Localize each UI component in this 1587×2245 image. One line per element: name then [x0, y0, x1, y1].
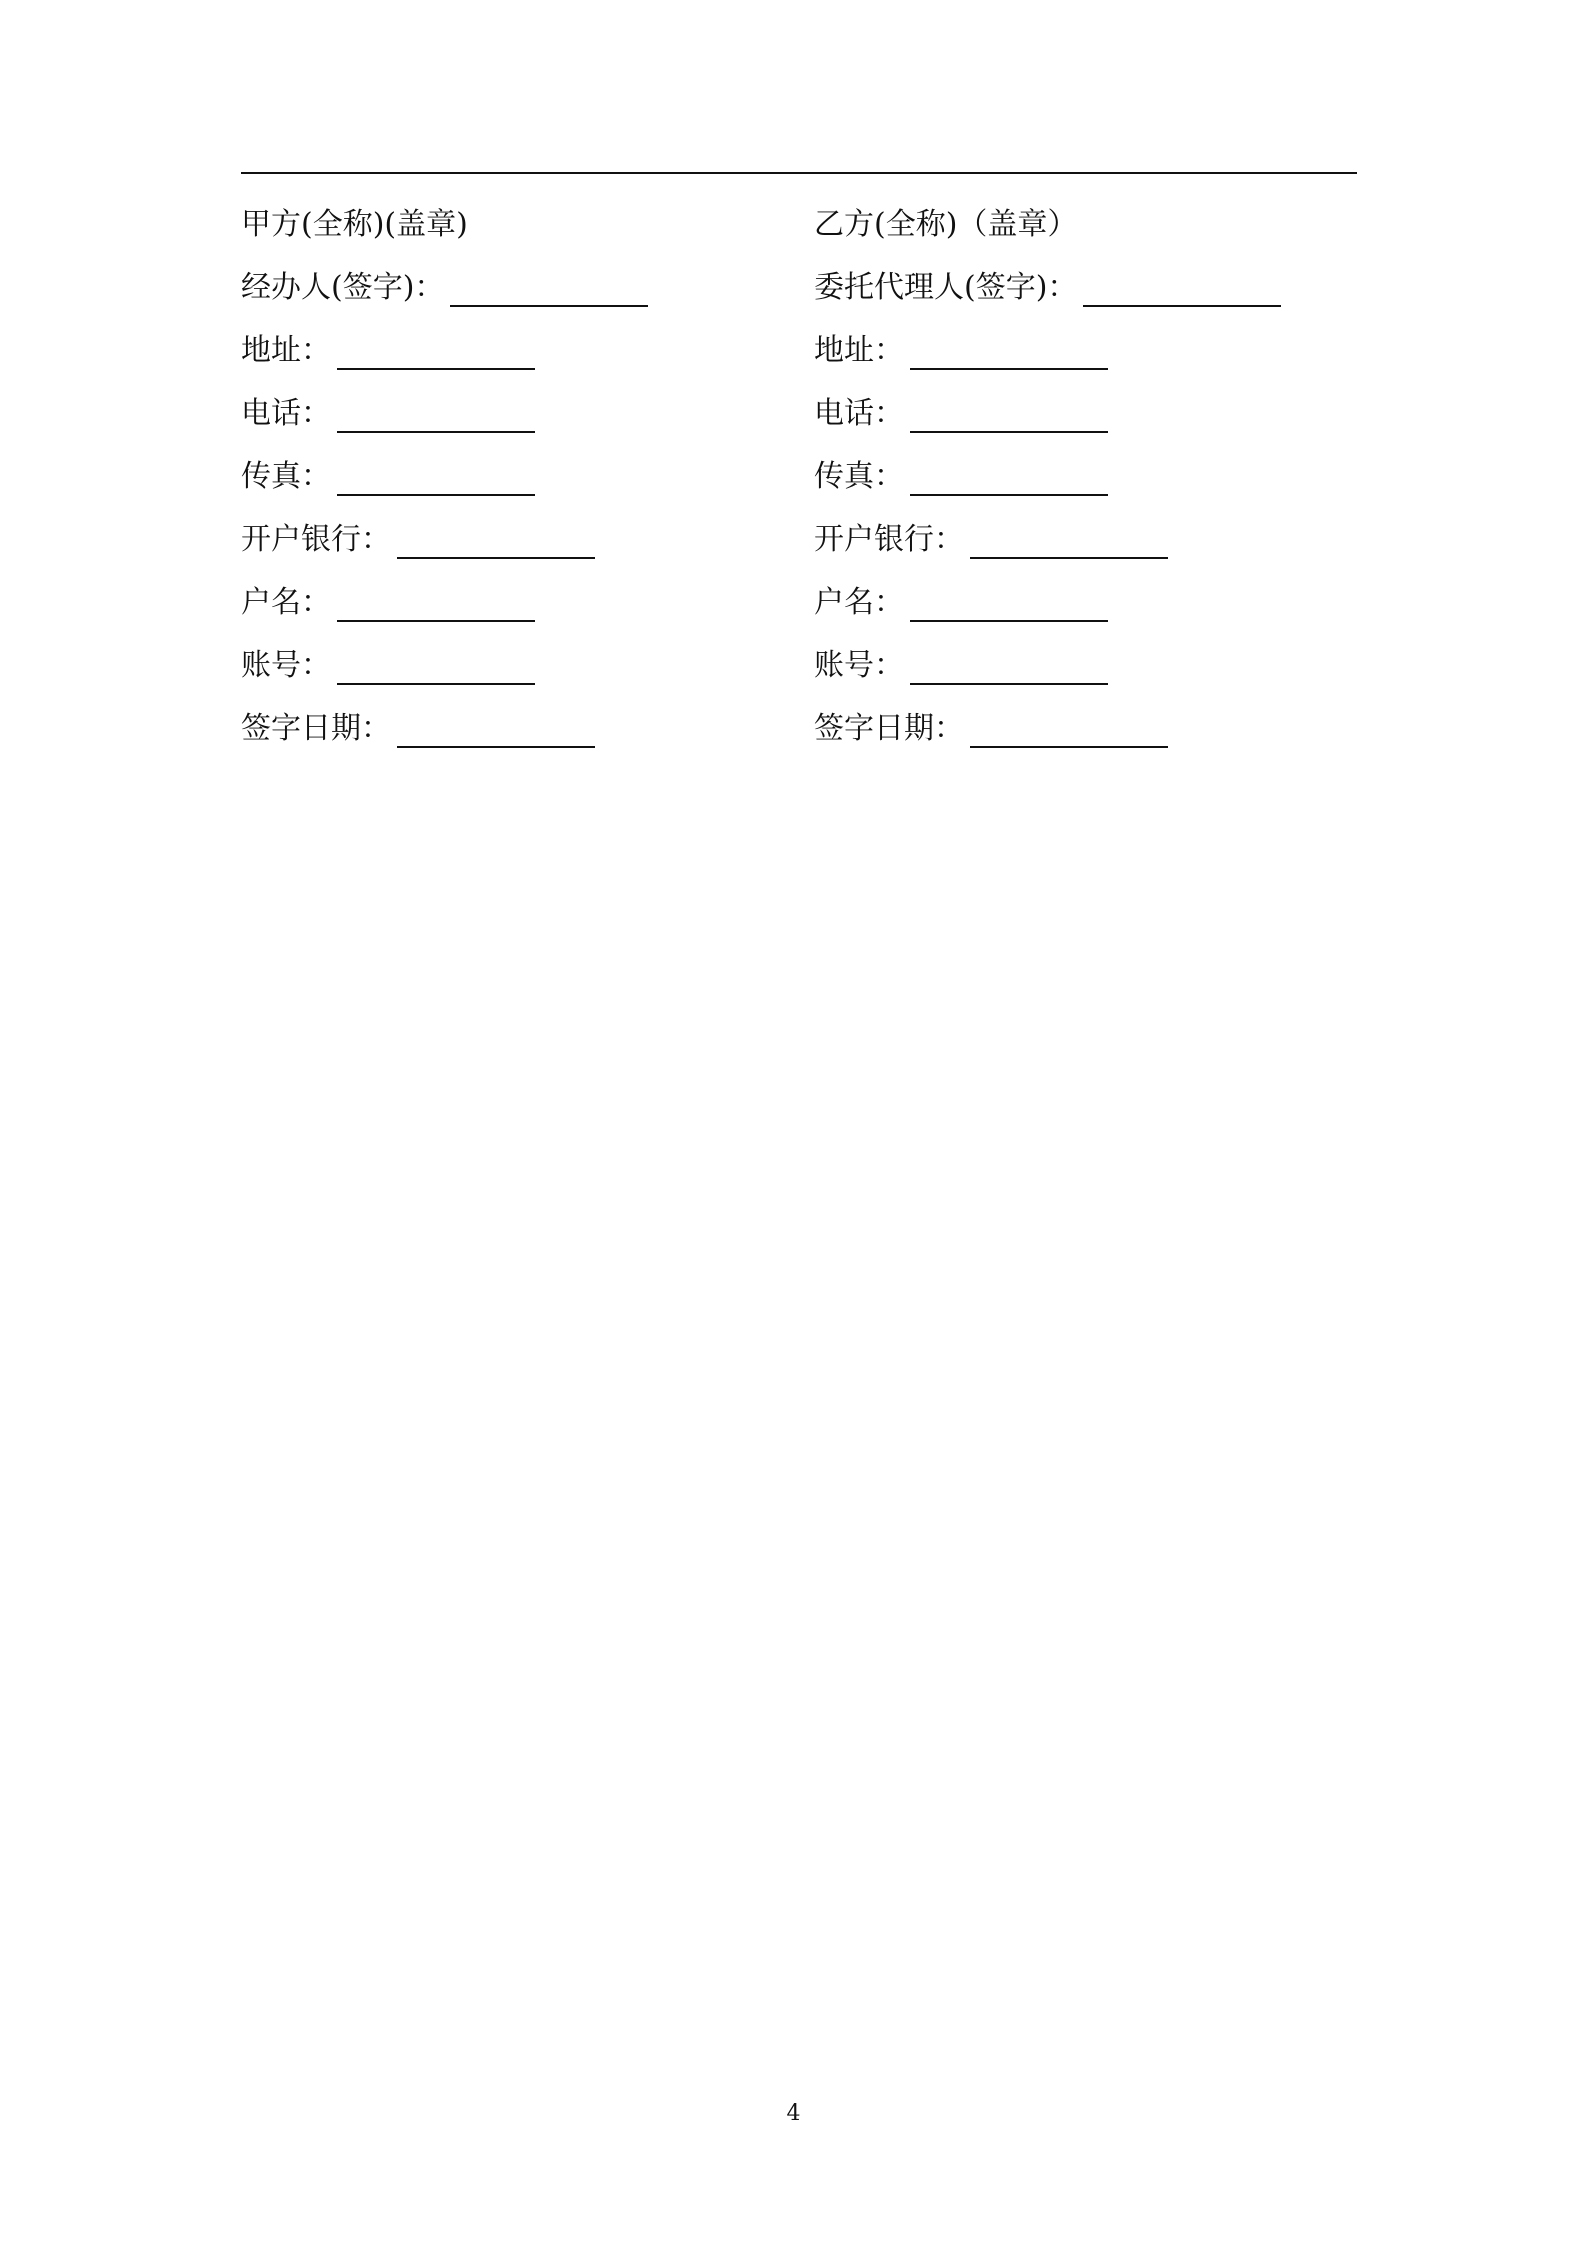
party-b-address-line[interactable]: [910, 324, 1108, 370]
party-b-address-row: [814, 324, 1374, 387]
party-a-phone-line[interactable]: [337, 387, 535, 433]
party-a-account-number-line[interactable]: [337, 639, 535, 685]
party-a-sign-date-row: [241, 702, 801, 765]
party-a-sign-date-label: 签字日期：: [241, 711, 391, 746]
party-a-handler-label: 经办人(签字)：: [241, 270, 445, 305]
party-a-account-name-line[interactable]: [337, 576, 535, 622]
party-a-account-name-row: [241, 576, 801, 639]
party-b-account-number-label: 账号：: [814, 648, 904, 683]
party-b-account-number-row: [814, 639, 1374, 702]
party-b-block: [814, 198, 1374, 765]
party-a-phone-row: [241, 387, 801, 450]
party-b-account-name-line[interactable]: [910, 576, 1108, 622]
party-b-phone-line[interactable]: [910, 387, 1108, 433]
party-a-handler-signature-line[interactable]: [450, 261, 648, 307]
party-b-fax-line[interactable]: [910, 450, 1108, 496]
party-a-account-number-row: [241, 639, 801, 702]
party-b-bank-row: [814, 513, 1374, 576]
party-a-phone-label: 电话：: [241, 396, 331, 431]
party-b-phone-row: [814, 387, 1374, 450]
party-a-sign-date-line[interactable]: [397, 702, 595, 748]
party-b-sign-date-label: 签字日期：: [814, 711, 964, 746]
party-b-agent-signature-line[interactable]: [1083, 261, 1281, 307]
party-a-block: [241, 198, 801, 765]
party-b-agent-label: 委托代理人(签字)：: [814, 270, 1078, 305]
party-b-account-number-line[interactable]: [910, 639, 1108, 685]
party-a-title: 甲方(全称)(盖章): [241, 207, 468, 242]
party-b-sign-date-line[interactable]: [970, 702, 1168, 748]
party-a-fax-label: 传真：: [241, 459, 331, 494]
party-a-fax-line[interactable]: [337, 450, 535, 496]
party-b-title: 乙方(全称)（盖章）: [814, 207, 1078, 242]
party-b-account-name-label: 户名：: [814, 585, 904, 620]
party-b-bank-label: 开户银行：: [814, 522, 964, 557]
party-a-fax-row: [241, 450, 801, 513]
header-rule: [241, 172, 1357, 174]
party-b-account-name-row: [814, 576, 1374, 639]
party-a-address-label: 地址：: [241, 333, 331, 368]
party-a-address-line[interactable]: [337, 324, 535, 370]
party-b-bank-line[interactable]: [970, 513, 1168, 559]
party-b-address-label: 地址：: [814, 333, 904, 368]
party-a-handler-row: [241, 261, 801, 324]
party-a-bank-line[interactable]: [397, 513, 595, 559]
party-b-fax-row: [814, 450, 1374, 513]
page-number: 4: [786, 2101, 801, 2126]
party-a-bank-label: 开户银行：: [241, 522, 391, 557]
party-b-fax-label: 传真：: [814, 459, 904, 494]
party-b-phone-label: 电话：: [814, 396, 904, 431]
party-a-bank-row: [241, 513, 801, 576]
party-a-address-row: [241, 324, 801, 387]
party-a-account-number-label: 账号：: [241, 648, 331, 683]
party-a-account-name-label: 户名：: [241, 585, 331, 620]
party-b-sign-date-row: [814, 702, 1374, 765]
party-b-agent-row: [814, 261, 1374, 324]
